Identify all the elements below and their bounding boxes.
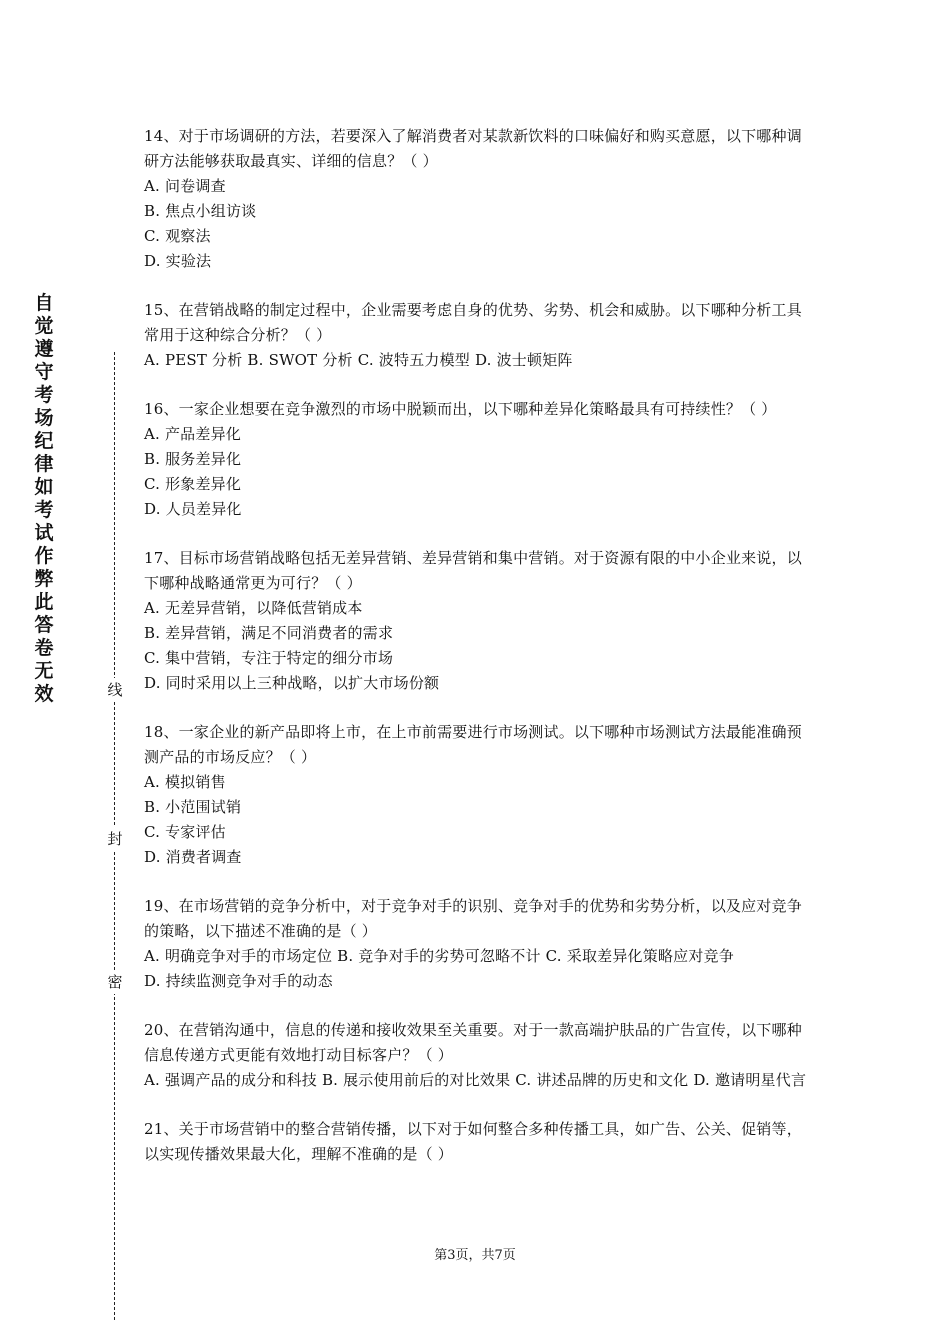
question-16 <box>144 397 810 522</box>
binding-mark-seal: 封 <box>106 827 124 851</box>
question-stem: 21、关于市场营销中的整合营销传播，以下对于如何整合多种传播工具，如广告、公关、促销等，以实现传播效果最大化，理解不准确的是（ ） <box>144 1120 802 1163</box>
options-inline: A. 强调产品的成分和科技 B. 展示使用前后的对比效果 C. 讲述品牌的历史和文化 D. 邀请明星代言 <box>144 1071 807 1089</box>
option-b: B. 服务差异化 <box>144 450 242 468</box>
option-a: A. 无差异营销，以降低营销成本 <box>144 599 363 617</box>
question-15 <box>144 298 810 373</box>
option-c: C. 观察法 <box>144 227 211 245</box>
page-number: 第3页，共7页 <box>434 1248 516 1263</box>
option-d: D. 人员差异化 <box>144 500 242 518</box>
question-stem: 18、一家企业的新产品即将上市，在上市前需要进行市场测试。以下哪种市场测试方法最能准确预测产品的市场反应？（ ） <box>144 723 802 766</box>
question-21 <box>144 1117 810 1167</box>
option-a: A. 模拟销售 <box>144 773 226 791</box>
option-c: C. 集中营销，专注于特定的细分市场 <box>144 649 394 667</box>
option-a: A. 问卷调查 <box>144 177 226 195</box>
question-list <box>144 124 810 1191</box>
question-17 <box>144 546 810 696</box>
option-d: D. 消费者调查 <box>144 848 242 866</box>
question-18 <box>144 720 810 870</box>
question-stem: 19、在市场营销的竞争分析中，对于竞争对手的识别、竞争对手的优势和劣势分析，以及应对竞争的策略，以下描述不准确的是（ ） <box>144 897 802 940</box>
option-b: B. 小范围试销 <box>144 798 242 816</box>
options-abc: A. 明确竞争对手的市场定位 B. 竞争对手的劣势可忽略不计 C. 采取差异化策略应对竞争 <box>144 947 734 965</box>
option-d: D. 同时采用以上三种战略，以扩大市场份额 <box>144 674 440 692</box>
option-d: D. 实验法 <box>144 252 212 270</box>
question-stem: 17、目标市场营销战略包括无差异营销、差异营销和集中营销。对于资源有限的中小企业来说，以下哪种战略通常更为可行？（ ） <box>144 549 802 592</box>
question-19 <box>144 894 810 994</box>
question-stem: 14、对于市场调研的方法，若要深入了解消费者对某款新饮料的口味偏好和购买意愿，以下哪种调研方法能够获取最真实、详细的信息？（ ） <box>144 127 802 170</box>
question-stem: 15、在营销战略的制定过程中，企业需要考虑自身的优势、劣势、机会和威胁。以下哪种分析工具常用于这种综合分析？（ ） <box>144 301 802 344</box>
binding-mark-line: 线 <box>106 678 124 702</box>
option-c: C. 专家评估 <box>144 823 226 841</box>
question-20 <box>144 1018 810 1093</box>
exam-discipline-notice: 自觉遵守考场纪律如考试作弊此答卷无效 <box>34 292 54 705</box>
option-c: C. 形象差异化 <box>144 475 242 493</box>
option-b: B. 差异营销，满足不同消费者的需求 <box>144 624 394 642</box>
binding-mark-secret: 密 <box>106 970 124 994</box>
question-stem: 20、在营销沟通中，信息的传递和接收效果至关重要。对于一款高端护肤品的广告宣传，以下哪种信息传递方式更能有效地打动目标客户？（ ） <box>144 1021 802 1064</box>
question-stem: 16、一家企业想要在竞争激烈的市场中脱颖而出，以下哪种差异化策略最具有可持续性？（ ） <box>144 400 777 418</box>
question-14 <box>144 124 810 274</box>
options-inline: A. PEST 分析 B. SWOT 分析 C. 波特五力模型 D. 波士顿矩阵 <box>144 351 573 369</box>
option-d: D. 持续监测竞争对手的动态 <box>144 972 333 990</box>
option-b: B. 焦点小组访谈 <box>144 202 257 220</box>
option-a: A. 产品差异化 <box>144 425 241 443</box>
